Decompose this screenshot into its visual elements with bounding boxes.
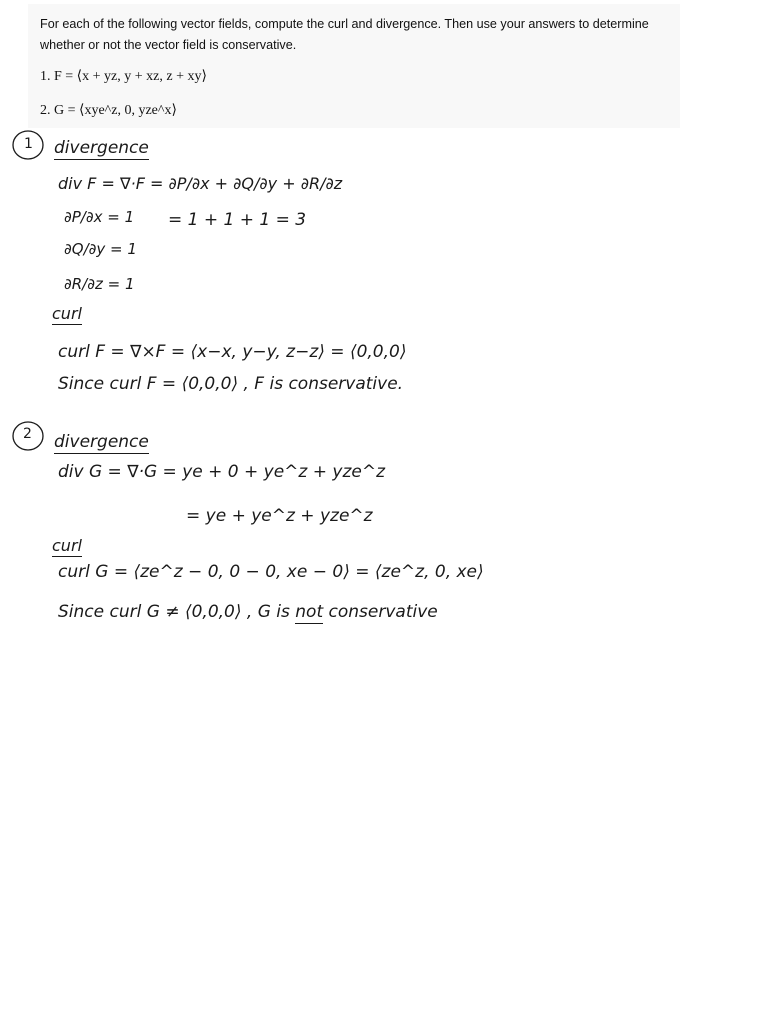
p1-curl-formula: curl F = ∇×F = ⟨x−x, y−y, z−z⟩ = ⟨0,0,0⟩ (58, 342, 407, 362)
p2-conclusion-post: conservative (328, 602, 438, 622)
p1-dQdy: ∂Q/∂y = 1 (64, 240, 137, 258)
p2-conclusion (58, 602, 438, 622)
problem-2: 2. G = ⟨xye^z, 0, yze^x⟩ (40, 103, 177, 118)
p1-dPdx: ∂P/∂x = 1 (64, 208, 135, 226)
p1-div-formula: div F = ∇·F = ∂P/∂x + ∂Q/∂y + ∂R/∂z (58, 174, 343, 193)
p1-div-result: = 1 + 1 + 1 = 3 (168, 210, 307, 230)
p1-dRdz: ∂R/∂z = 1 (64, 275, 135, 293)
p1-div-heading: divergence (54, 138, 149, 158)
p2-conclusion-pre: Since curl G ≠ ⟨0,0,0⟩ , G is (58, 602, 290, 622)
p2-curl-formula: curl G = ⟨ze^z − 0, 0 − 0, xe − 0⟩ = ⟨ze^z, 0, xe⟩ (58, 562, 484, 582)
p2-curl-heading: curl (52, 536, 82, 555)
p1-conclusion: Since curl F = ⟨0,0,0⟩ , F is conservative. (58, 374, 404, 394)
p1-curl-heading: curl (52, 304, 82, 323)
problem-1: 1. F = ⟨x + yz, y + xz, z + xy⟩ (40, 69, 207, 84)
p2-number: 2 (23, 426, 32, 442)
p1-number: 1 (24, 136, 33, 152)
problem-intro: For each of the following vector fields, compute the curl and divergence. Then use your answers to determine whether or not the vector field is conservative. (40, 17, 649, 52)
p2-div-result: = ye + ye^z + yze^z (186, 506, 373, 526)
p2-div-formula: div G = ∇·G = ye + 0 + ye^z + yze^z (58, 462, 385, 482)
p2-div-heading: divergence (54, 432, 149, 452)
p2-conclusion-not: not (295, 602, 324, 622)
